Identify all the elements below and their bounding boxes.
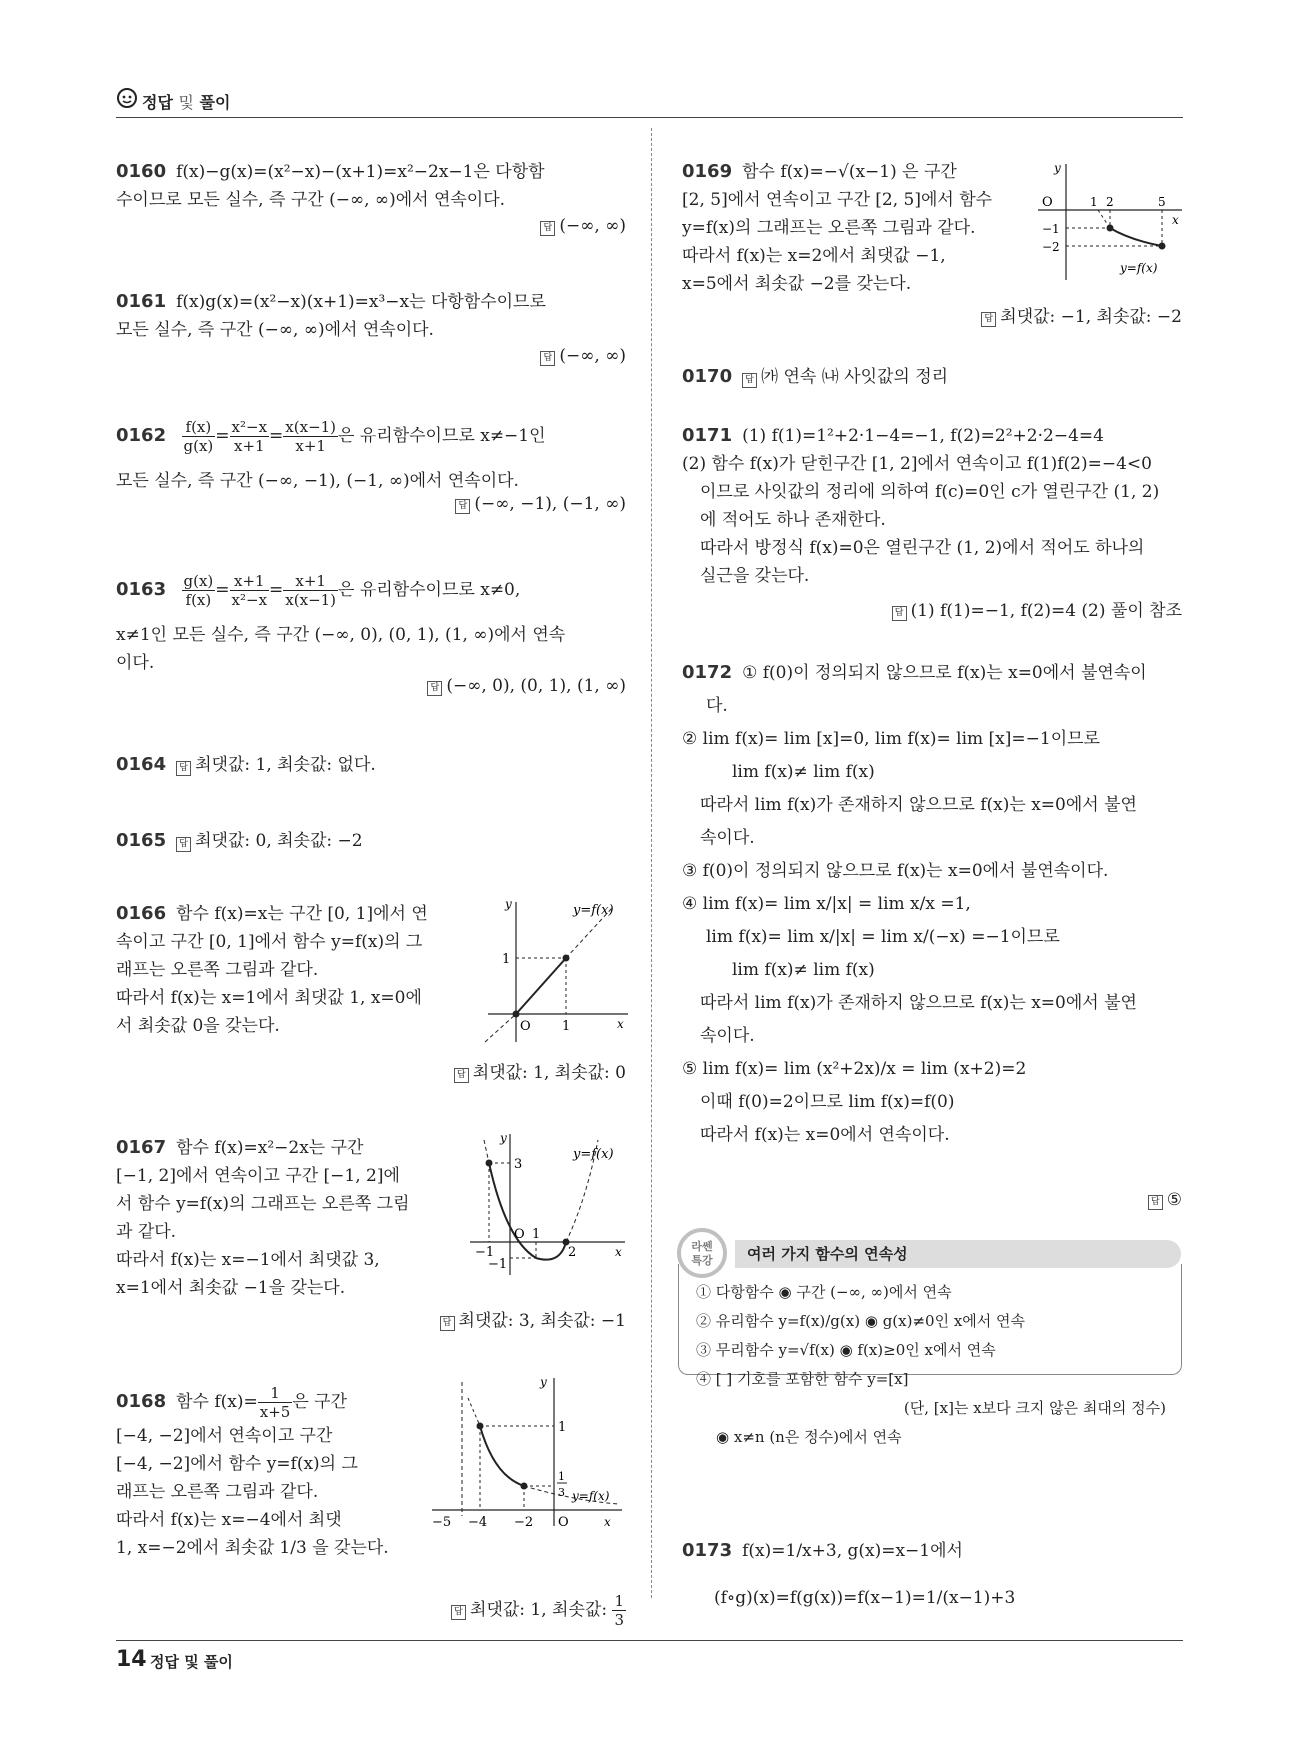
fraction: $\frac{f(x)}{g(x)}$ [183, 418, 214, 455]
solution-line: 은 유리함수이므로 x≠−1인 [338, 426, 546, 446]
answer-icon: 답 [427, 681, 442, 696]
answer-icon: 답 [440, 1316, 455, 1331]
solution-line: ② lim f(x)= lim [x]=0, lim f(x)= lim [x]=−1이므로 [682, 729, 1100, 749]
solution-line: 에 적어도 하나 존재한다. [700, 510, 886, 530]
graph-0168 [432, 1376, 627, 1531]
problem-0173 [682, 1536, 963, 1561]
solution-line: x=5에서 최솟값 −2를 갖는다. [682, 274, 912, 294]
tick-label: 1 [558, 1420, 567, 1435]
problem-0170 [682, 362, 948, 388]
solution-line: x≠1인 모든 실수, 즉 구간 (−∞, 0), (0, 1), (1, ∞)에서 연속 [116, 625, 566, 645]
tick-label: 3 [558, 1486, 565, 1499]
solution-line: 실근을 갖는다. [700, 566, 810, 586]
tick-label: −1 [1042, 222, 1060, 236]
tick-label: −4 [468, 1515, 488, 1530]
problem-number: 0167 [116, 1137, 167, 1158]
solution-line: x=1에서 최솟값 −1을 갖는다. [116, 1278, 346, 1298]
solution-line: 모든 실수, 즉 구간 (−∞, ∞)에서 연속이다. [116, 320, 434, 340]
axis-label-x: x [1172, 213, 1179, 227]
answer-icon: 답 [451, 1605, 466, 1620]
fraction: $\frac{\text{x²−x}}{x+1}$ [231, 418, 268, 455]
answer-icon: 답 [1148, 1195, 1163, 1210]
tick-label: 2 [1106, 195, 1114, 209]
problem-0165 [116, 826, 363, 852]
solution-line: 속이다. [700, 828, 755, 848]
solution-line: [−1, 2]에서 연속이고 구간 [−1, 2]에 [116, 1166, 400, 1186]
axis-label-y: y [500, 1131, 507, 1145]
tick-label: −2 [514, 1515, 534, 1530]
origin-label: O [1042, 195, 1053, 210]
function-label: y=f(x) [1120, 261, 1158, 275]
header-title-end: 풀이 [199, 93, 231, 112]
answer-icon: 답 [892, 606, 907, 621]
problem-number: 0163 [116, 579, 167, 600]
tip-line: ◉ x≠n (n은 정수)에서 연속 [716, 1428, 902, 1446]
solution-line: 서 함수 y=f(x)의 그래프는 오른쪽 그림 [116, 1194, 410, 1214]
graph-0169 [1030, 160, 1185, 285]
fraction: $\frac{1}{3}$ [614, 1592, 624, 1629]
solution-line: 함수 f(x)=x는 구간 [0, 1]에서 연 [176, 904, 428, 924]
answer-0160 [540, 216, 626, 236]
answer-text: 최댓값: 1, 최솟값: [470, 1600, 608, 1620]
answer-0169 [981, 302, 1182, 327]
origin-label: O [558, 1515, 569, 1530]
origin-label: O [520, 1019, 531, 1034]
page-header [142, 90, 230, 113]
fraction: $\frac{x+1}{\text{x²−x}}$ [231, 572, 268, 609]
solution-line: f(x)−g(x)=(x²−x)−(x+1)=x²−2x−1은 다항함 [176, 162, 545, 182]
problem-0166 [116, 900, 476, 1040]
solution-line: 따라서 방정식 f(x)=0은 열린구간 (1, 2)에서 적어도 하나의 [700, 538, 1145, 558]
answer-text: (1) f(1)=−1, f(2)=4 (2) 풀이 참조 [910, 601, 1182, 621]
footer-rule [116, 1640, 1183, 1641]
smiley-icon [116, 86, 138, 108]
tip-line: ③ 무리함수 y=√f(x) ◉ f(x)≥0인 x에서 연속 [696, 1341, 996, 1359]
solution-line: 서 최솟값 0을 갖는다. [116, 1016, 280, 1036]
column-divider [651, 128, 652, 1598]
graph-0166 [480, 896, 630, 1046]
problem-number: 0166 [116, 903, 167, 924]
problem-number: 0160 [116, 161, 167, 182]
function-label: y=f(x) [573, 903, 614, 918]
tip-line: ② 유리함수 y=f(x)/g(x) ◉ g(x)≠0인 x에서 연속 [696, 1312, 1026, 1330]
axis-label-y: y [540, 1376, 547, 1389]
answer-icon: 답 [176, 837, 191, 852]
header-title-mid: 및 [178, 93, 194, 112]
answer-icon: 답 [540, 221, 555, 236]
tip-title: 여러 가지 함수의 연속성 [735, 1240, 1181, 1268]
solution-line: ⑤ lim f(x)= lim (x²+2x)/x = lim (x+2)=2 [682, 1059, 1027, 1079]
fraction: $\frac{x+1}{x(x-1)}$ [285, 572, 337, 609]
solution-line: 과 같다. [116, 1222, 177, 1242]
answer-icon: 답 [742, 373, 757, 388]
graph-0167 [470, 1130, 630, 1280]
problem-number: 0173 [682, 1540, 733, 1561]
answer-text: 최댓값: 1, 최솟값: 0 [472, 1063, 626, 1083]
solution-line: [−4, −2]에서 함수 y=f(x)의 그 [116, 1454, 358, 1474]
axis-label-x: x [604, 1515, 611, 1529]
answer-icon: 답 [540, 351, 555, 366]
footer-label: 정답 및 풀이 [150, 1653, 233, 1671]
solution-line: f(x)=1/x+3, g(x)=x−1에서 [742, 1541, 963, 1561]
answer-0168 [451, 1592, 626, 1629]
tick-label: 5 [1158, 195, 1166, 209]
problem-number: 0169 [682, 161, 733, 182]
answer-text: 최댓값: 1, 최솟값: 없다. [195, 755, 376, 775]
solution-line: 래프는 오른쪽 그림과 같다. [116, 1482, 319, 1502]
axis-label-x: x [617, 1017, 624, 1031]
tick-label: −1 [488, 1257, 508, 1272]
page-number: 14 [116, 1647, 147, 1672]
tip-line: ① 다항함수 ◉ 구간 (−∞, ∞)에서 연속 [696, 1283, 952, 1301]
answer-text: 최댓값: 0, 최솟값: −2 [195, 831, 363, 851]
solution-line: 이다. [116, 653, 155, 673]
problem-number: 0162 [116, 425, 167, 446]
problem-0161 [116, 288, 626, 344]
solution-line: lim f(x)≠ lim f(x) [732, 960, 875, 980]
solution-line: 함수 f(x)=x²−2x는 구간 [176, 1138, 364, 1158]
problem-0164 [116, 750, 376, 776]
problem-0162: 0162 $\frac{f(x)}{g(x)}$ = $\frac{\text{x²−x}}{x+1}$ = $\frac{x(x-1)}{x+1}$ 은 유리함수이므로 x≠−1인 [116, 418, 546, 455]
answer-text: (−∞, ∞) [559, 216, 626, 236]
function-label: y=f(x) [573, 1147, 614, 1162]
solution-line: lim f(x)≠ lim f(x) [732, 762, 875, 782]
tick-label: 1 [1090, 195, 1098, 209]
answer-icon: 답 [454, 1068, 469, 1083]
fraction: $\frac{x(x-1)}{x+1}$ [285, 418, 337, 455]
solution-line: ① f(0)이 정의되지 않으므로 f(x)는 x=0에서 불연속이 [742, 663, 1147, 683]
tip-line: ④ [ ] 기호를 포함한 함수 y=[x] [696, 1370, 909, 1388]
solution-line: 따라서 f(x)는 x=1에서 최댓값 1, x=0에 [116, 988, 422, 1008]
tick-label: 1 [502, 952, 511, 967]
solution-line: 래프는 오른쪽 그림과 같다. [116, 960, 319, 980]
solution-line: (2) 함수 f(x)가 닫힌구간 [1, 2]에서 연속이고 f(1)f(2)=−4<0 [682, 454, 1152, 474]
solution-line: 함수 f(x)=−√(x−1) 은 구간 [742, 162, 957, 182]
problem-number: 0161 [116, 291, 167, 312]
problem-number: 0172 [682, 662, 733, 683]
answer-0163 [427, 676, 626, 696]
solution-line: 따라서 f(x)는 x=−1에서 최댓값 3, [116, 1250, 380, 1270]
solution-line: 따라서 f(x)는 x=2에서 최댓값 −1, [682, 246, 946, 266]
answer-0166 [454, 1058, 626, 1083]
tick-label: −1 [475, 1245, 495, 1260]
tick-label: 2 [568, 1245, 577, 1260]
answer-text: (−∞, 0), (0, 1), (1, ∞) [446, 676, 626, 696]
problem-number: 0171 [682, 425, 733, 446]
solution-line: 은 유리함수이므로 x≠0, [338, 580, 521, 600]
solution-line: y=f(x)의 그래프는 오른쪽 그림과 같다. [682, 218, 976, 238]
tip-badge: 라쎈 특강 [677, 1228, 727, 1278]
solution-line: lim f(x)= lim x/|x| = lim x/(−x) =−1이므로 [706, 927, 1060, 947]
solution-line: ④ lim f(x)= lim x/|x| = lim x/x =1, [682, 894, 971, 914]
origin-label: O [514, 1227, 525, 1242]
answer-text: 최댓값: −1, 최솟값: −2 [1000, 307, 1182, 327]
solution-line: 이므로 사잇값의 정리에 의하여 f(c)=0인 c가 열린구간 (1, 2) [700, 482, 1160, 502]
tick-label: 3 [514, 1157, 523, 1172]
problem-number: 0165 [116, 830, 167, 851]
problem-0171 [682, 422, 1182, 590]
solution-line: 속이다. [700, 1026, 755, 1046]
answer-text: ㈎ 연속 ㈏ 사잇값의 정리 [761, 367, 949, 387]
tip-content [696, 1278, 1176, 1452]
function-label: y=f(x) [572, 1489, 610, 1503]
solution-line: 다. [706, 696, 728, 716]
solution-line: 모든 실수, 즉 구간 (−∞, −1), (−1, ∞)에서 연속이다. [116, 471, 519, 491]
solution-line: f(x)g(x)=(x²−x)(x+1)=x³−x는 다항함수이므로 [176, 292, 546, 312]
problem-0167 [116, 1134, 456, 1302]
answer-text: (−∞, ∞) [559, 346, 626, 366]
solution-line: [−4, −2]에서 연속이고 구간 [116, 1426, 333, 1446]
answer-text: ⑤ [1166, 1190, 1182, 1210]
tick-label: 1 [532, 1227, 541, 1242]
solution-line: 이때 f(0)=2이므로 lim f(x)=f(0) [700, 1092, 955, 1112]
problem-0168: 0168 함수 f(x)= $\frac{1}{x+5}$ 은 구간 [116, 1384, 347, 1421]
answer-0171 [892, 596, 1182, 621]
problem-number: 0164 [116, 754, 167, 775]
problem-0172 [682, 656, 1182, 1152]
tip-line: (단, [x]는 x보다 크지 않은 최대의 정수) [903, 1399, 1166, 1417]
solution-line: (f∘g)(x)=f(g(x))=f(x−1)=1/(x−1)+3 [714, 1588, 1016, 1608]
answer-0167 [440, 1306, 626, 1331]
axis-label-x: x [615, 1245, 622, 1259]
problem-0168-body [116, 1422, 426, 1562]
solution-line: 따라서 lim f(x)가 존재하지 않으므로 f(x)는 x=0에서 불연 [700, 795, 1137, 815]
solution-line: 1, x=−2에서 최솟값 1/3 을 갖는다. [116, 1538, 389, 1558]
problem-0169 [682, 158, 1022, 298]
problem-number: 0170 [682, 366, 733, 387]
fraction: $\frac{1}{x+5}$ [259, 1384, 291, 1421]
answer-icon: 답 [176, 761, 191, 776]
tick-label: 1 [562, 1019, 571, 1034]
answer-icon: 답 [981, 312, 996, 327]
answer-0172 [1148, 1190, 1182, 1210]
tick-label: −5 [432, 1515, 452, 1530]
solution-line: 따라서 f(x)는 x=−4에서 최댓 [116, 1510, 342, 1530]
answer-text: (−∞, −1), (−1, ∞) [474, 494, 626, 514]
problem-number: 0168 [116, 1391, 167, 1412]
solution-line: 따라서 f(x)는 x=0에서 연속이다. [700, 1125, 950, 1145]
answer-0161 [540, 346, 626, 366]
solution-line: (1) f(1)=1²+2·1−4=−1, f(2)=2²+2·2−4=4 [742, 426, 1104, 446]
problem-0163: 0163 $\frac{g(x)}{f(x)}$ = $\frac{x+1}{\text{x²−x}}$ = $\frac{x+1}{x(x-1)}$ 은 유리함수이므로 x≠0, [116, 572, 521, 609]
solution-line: ③ f(0)이 정의되지 않으므로 f(x)는 x=0에서 불연속이다. [682, 861, 1109, 881]
header-title-bold: 정답 [142, 93, 173, 112]
tick-label: −2 [1042, 240, 1060, 254]
solution-line: 속이고 구간 [0, 1]에서 함수 y=f(x)의 그 [116, 932, 423, 952]
axis-label-y: y [505, 897, 512, 911]
answer-text: 최댓값: 3, 최솟값: −1 [458, 1311, 626, 1331]
header-rule [116, 117, 1183, 118]
solution-line: 따라서 lim f(x)가 존재하지 않으므로 f(x)는 x=0에서 불연 [700, 993, 1137, 1013]
answer-0162 [455, 494, 626, 514]
axis-label-y: y [1054, 161, 1061, 175]
answer-icon: 답 [455, 499, 470, 514]
problem-0160 [116, 158, 626, 214]
solution-line: [2, 5]에서 연속이고 구간 [2, 5]에서 함수 [682, 190, 993, 210]
tick-label: 1 [558, 1470, 565, 1483]
fraction: $\frac{g(x)}{f(x)}$ [183, 572, 214, 609]
solution-line: 수이므로 모든 실수, 즉 구간 (−∞, ∞)에서 연속이다. [116, 190, 506, 210]
